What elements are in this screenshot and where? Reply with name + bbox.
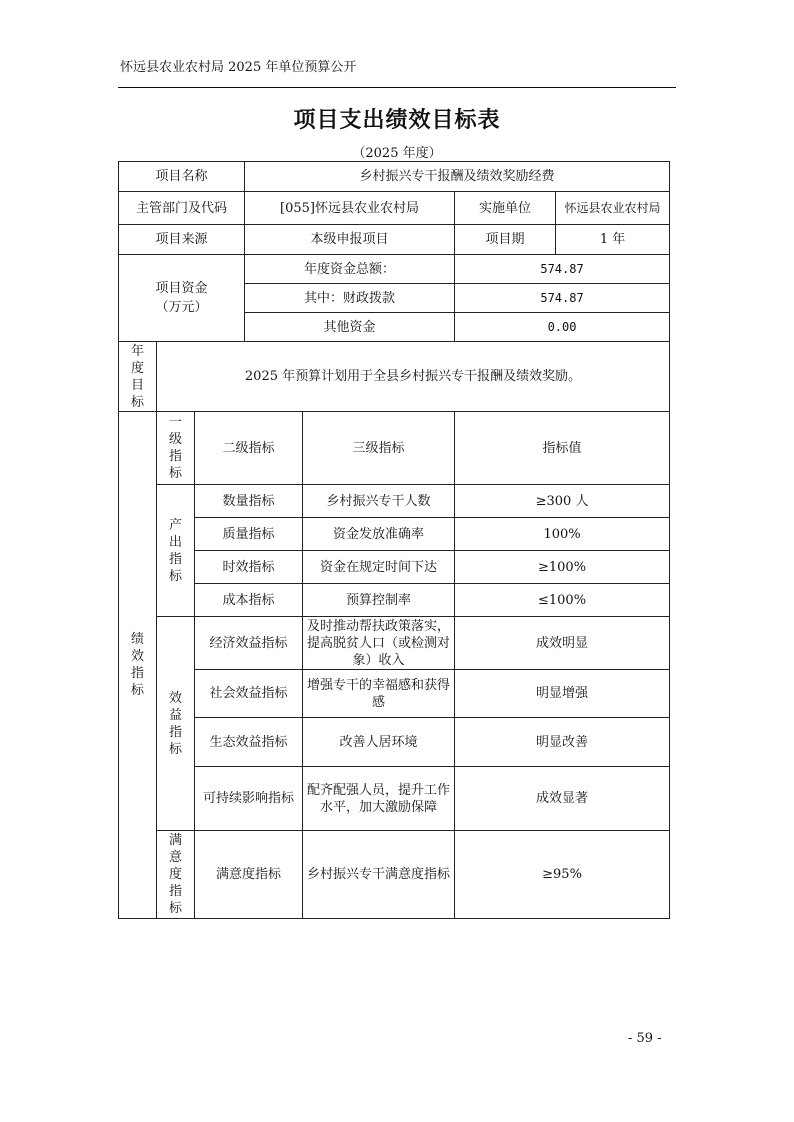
table-row	[119, 831, 670, 919]
source-value: 本级申报项目	[245, 225, 455, 255]
total-funds-value: 574.87	[455, 255, 670, 284]
benefit-level2: 经济效益指标	[195, 617, 303, 670]
other-funds-label: 其他资金	[245, 313, 455, 342]
annual-goal-label: 年度目标	[119, 342, 157, 412]
project-name-label: 项目名称	[119, 162, 245, 192]
benefit-level2: 社会效益指标	[195, 670, 303, 718]
row-indicator-header	[119, 412, 670, 485]
table-row	[119, 551, 670, 584]
benefit-level3: 及时推动帮扶政策落实，提高脱贫人口（或检测对象）收入	[303, 617, 455, 670]
output-value: ≥100%	[455, 551, 670, 584]
satisfaction-indicators-label: 满意度指标	[157, 831, 195, 919]
row-funds-total	[119, 255, 670, 284]
output-value: 100%	[455, 518, 670, 551]
annual-goal-text: 2025 年预算计划用于全县乡村振兴专干报酬及绩效奖励。	[157, 342, 670, 412]
level2-header: 二级指标	[195, 412, 303, 485]
period-value: 1 年	[556, 225, 670, 255]
benefit-value: 明显增强	[455, 670, 670, 718]
page-number: - 59 -	[628, 1031, 662, 1046]
period-label: 项目期	[455, 225, 556, 255]
benefit-value: 成效明显	[455, 617, 670, 670]
source-label: 项目来源	[119, 225, 245, 255]
output-level2: 时效指标	[195, 551, 303, 584]
impl-label: 实施单位	[455, 192, 556, 225]
table-row	[119, 617, 670, 670]
table-row	[119, 584, 670, 617]
benefit-level3: 配齐配强人员，提升工作水平，加大激励保障	[303, 767, 455, 831]
output-level3: 资金发放准确率	[303, 518, 455, 551]
table-row	[119, 518, 670, 551]
benefit-indicators-label: 效益指标	[157, 617, 195, 831]
benefit-level2: 生态效益指标	[195, 718, 303, 767]
row-annual-goal	[119, 342, 670, 412]
table-row	[119, 485, 670, 518]
benefit-level2: 可持续影响指标	[195, 767, 303, 831]
header-rule	[118, 87, 676, 88]
output-level2: 质量指标	[195, 518, 303, 551]
output-indicators-label: 产出指标	[157, 485, 195, 617]
fiscal-funds-value: 574.87	[455, 284, 670, 313]
project-name-value: 乡村振兴专干报酬及绩效奖励经费	[245, 162, 670, 192]
other-funds-value: 0.00	[455, 313, 670, 342]
output-level3: 预算控制率	[303, 584, 455, 617]
row-source	[119, 225, 670, 255]
benefit-value: 明显改善	[455, 718, 670, 767]
dept-value: [055]怀远县农业农村局	[245, 192, 455, 225]
table-row	[119, 767, 670, 831]
satisfaction-level2: 满意度指标	[195, 831, 303, 919]
table-row	[119, 670, 670, 718]
performance-table	[118, 161, 670, 919]
value-header: 指标值	[455, 412, 670, 485]
satisfaction-value: ≥95%	[455, 831, 670, 919]
benefit-level3: 改善人居环境	[303, 718, 455, 767]
row-department	[119, 192, 670, 225]
performance-indicators-label: 绩效指标	[119, 412, 157, 919]
benefit-value: 成效显著	[455, 767, 670, 831]
fiscal-funds-label: 其中：财政拨款	[245, 284, 455, 313]
output-value: ≤100%	[455, 584, 670, 617]
output-level2: 成本指标	[195, 584, 303, 617]
total-funds-label: 年度资金总额：	[245, 255, 455, 284]
output-value: ≥300 人	[455, 485, 670, 518]
table-row	[119, 718, 670, 767]
benefit-level3: 增强专干的幸福感和获得感	[303, 670, 455, 718]
output-level2: 数量指标	[195, 485, 303, 518]
page-title: 项目支出绩效目标表	[293, 107, 501, 133]
row-project-name	[119, 162, 670, 192]
output-level3: 乡村振兴专干人数	[303, 485, 455, 518]
impl-value: 怀远县农业农村局	[556, 192, 670, 225]
page-subtitle: （2025 年度）	[352, 146, 442, 161]
level1-header: 一级指标	[157, 412, 195, 485]
satisfaction-level3: 乡村振兴专干满意度指标	[303, 831, 455, 919]
dept-label: 主管部门及代码	[119, 192, 245, 225]
output-level3: 资金在规定时间下达	[303, 551, 455, 584]
funds-label: 项目资金（万元）	[119, 255, 245, 342]
level3-header: 三级指标	[303, 412, 455, 485]
page-header: 怀远县农业农村局 2025 年单位预算公开	[120, 60, 357, 75]
